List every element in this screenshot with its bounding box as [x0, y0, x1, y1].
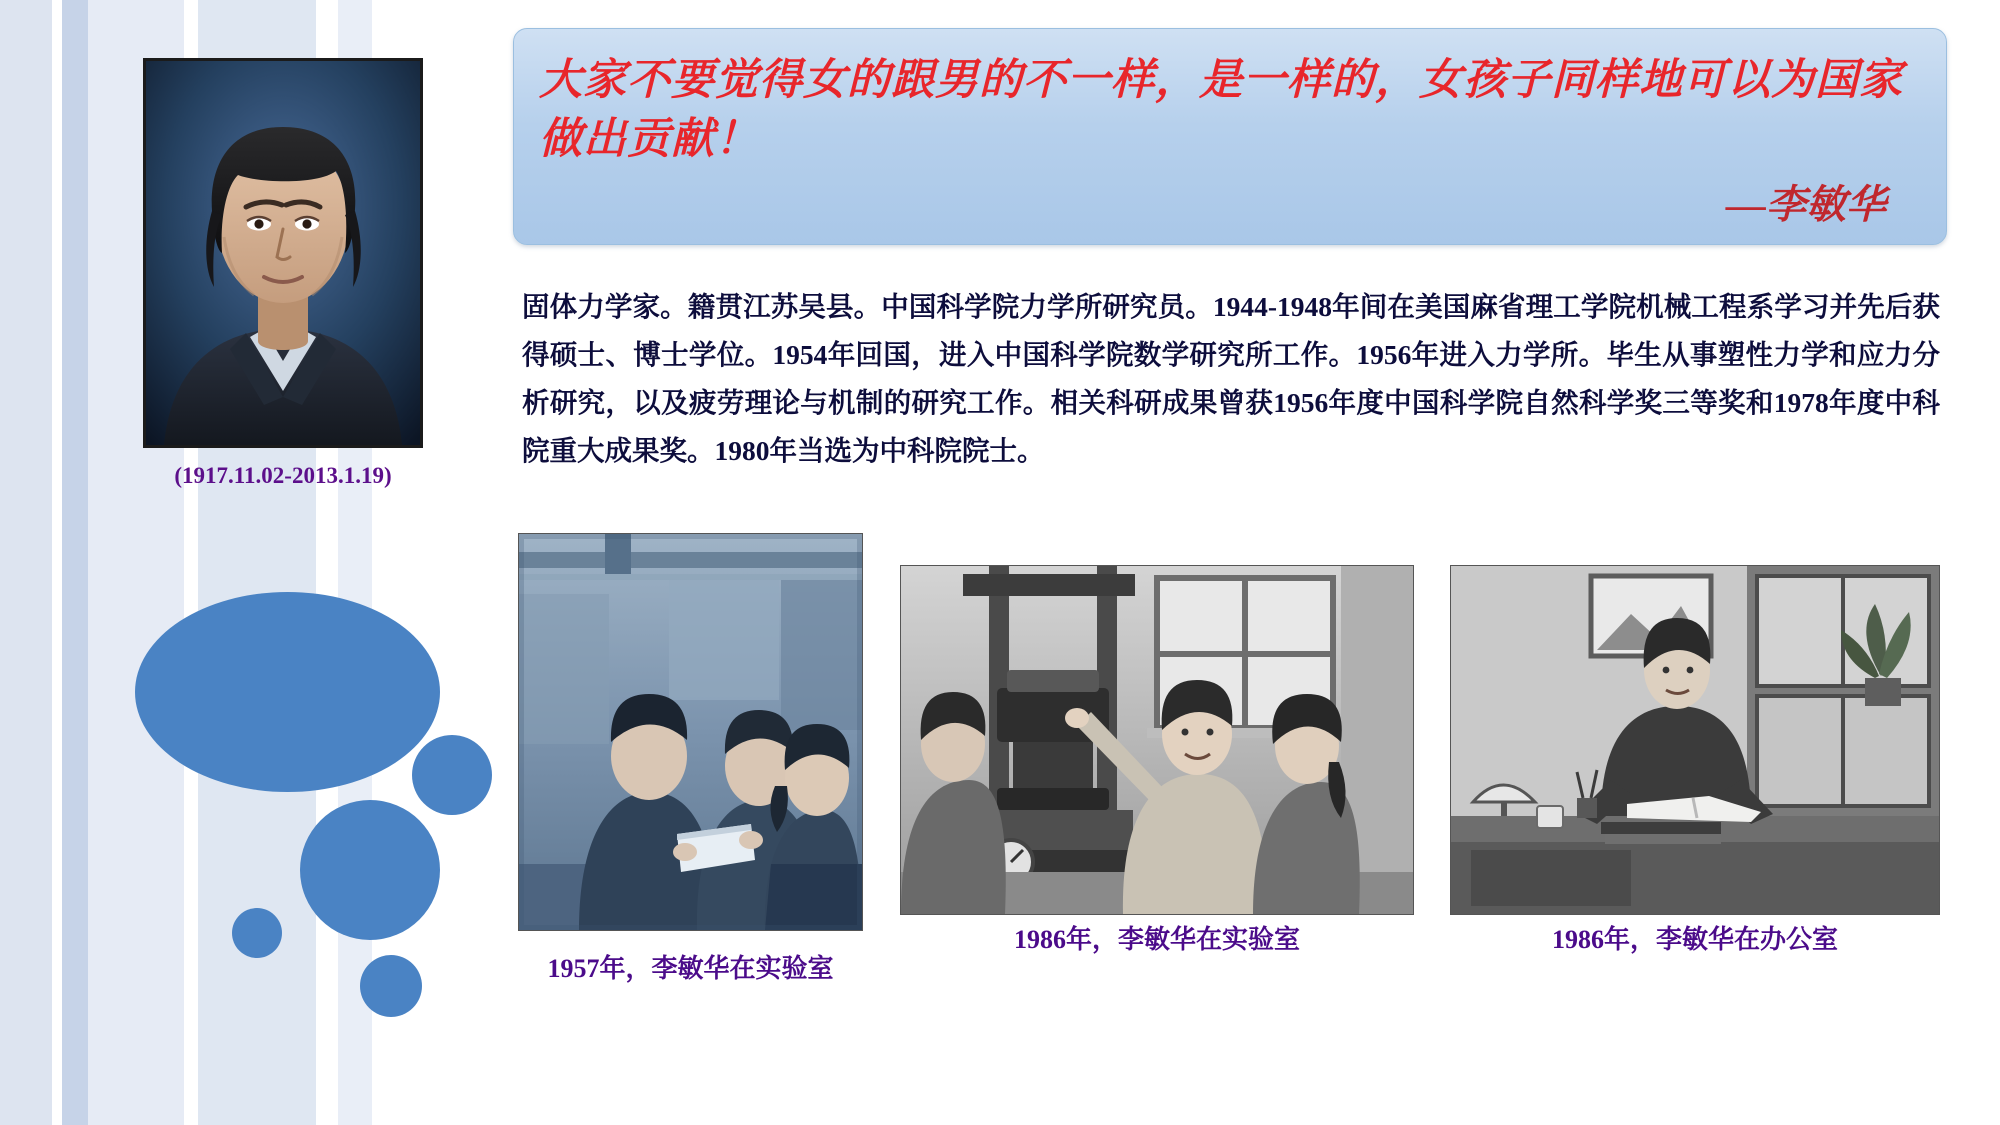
- photo-item-1986-office: [1450, 533, 1940, 954]
- decorative-circle-small-1: [412, 735, 492, 815]
- stripe-2: [52, 0, 62, 1125]
- photo-caption-1986-lab: 1986年，李敏华在实验室: [1013, 925, 1300, 954]
- stripe-1: [0, 0, 52, 1125]
- photo-1986-office: [1450, 565, 1940, 915]
- portrait-date-label: (1917.11.02-2013.1.19): [174, 463, 392, 488]
- photo-1957-lab: [518, 533, 863, 931]
- decorative-circle-small-3: [360, 955, 422, 1017]
- stripe-3: [62, 0, 88, 1125]
- photo-item-1986-lab: [900, 533, 1414, 954]
- photo-row: [518, 533, 1938, 1013]
- decorative-circle-small-2: [232, 908, 282, 958]
- biography-paragraph: 固体力学家。籍贯江苏吴县。中国科学院力学所研究员。1944-1948年间在美国麻省理工学院机械工程系学习并先后获得硕士、博士学位。1954年回国，进入中国科学院数学研究所工作。1956年进入力学所。毕生从事塑性力学和应力分析研究，以及疲劳理论与机制的研究工作。相关科研成果曾获1956年度中国科学院自然科学奖三等奖和1978年度中科院重大成果奖。1980年当选为中科院院士。: [522, 291, 1940, 467]
- photo-caption-1957-lab: 1957年，李敏华在实验室: [547, 954, 834, 983]
- portrait-image: [143, 58, 423, 448]
- photo-caption-1986-office: 1986年，李敏华在办公室: [1551, 925, 1838, 954]
- photo-1986-lab: [900, 565, 1414, 915]
- quote-attribution: —李敏华: [1726, 182, 1886, 227]
- decorative-circle-large: [135, 592, 440, 792]
- quote-text: 大家不要觉得女的跟男的不一样，是一样的，女孩子同样地可以为国家做出贡献！: [539, 57, 1903, 164]
- quote-box: [513, 28, 1947, 245]
- photo-item-1957-lab: [518, 533, 863, 983]
- portrait-block: [143, 58, 423, 488]
- decorative-circle-medium: [300, 800, 440, 940]
